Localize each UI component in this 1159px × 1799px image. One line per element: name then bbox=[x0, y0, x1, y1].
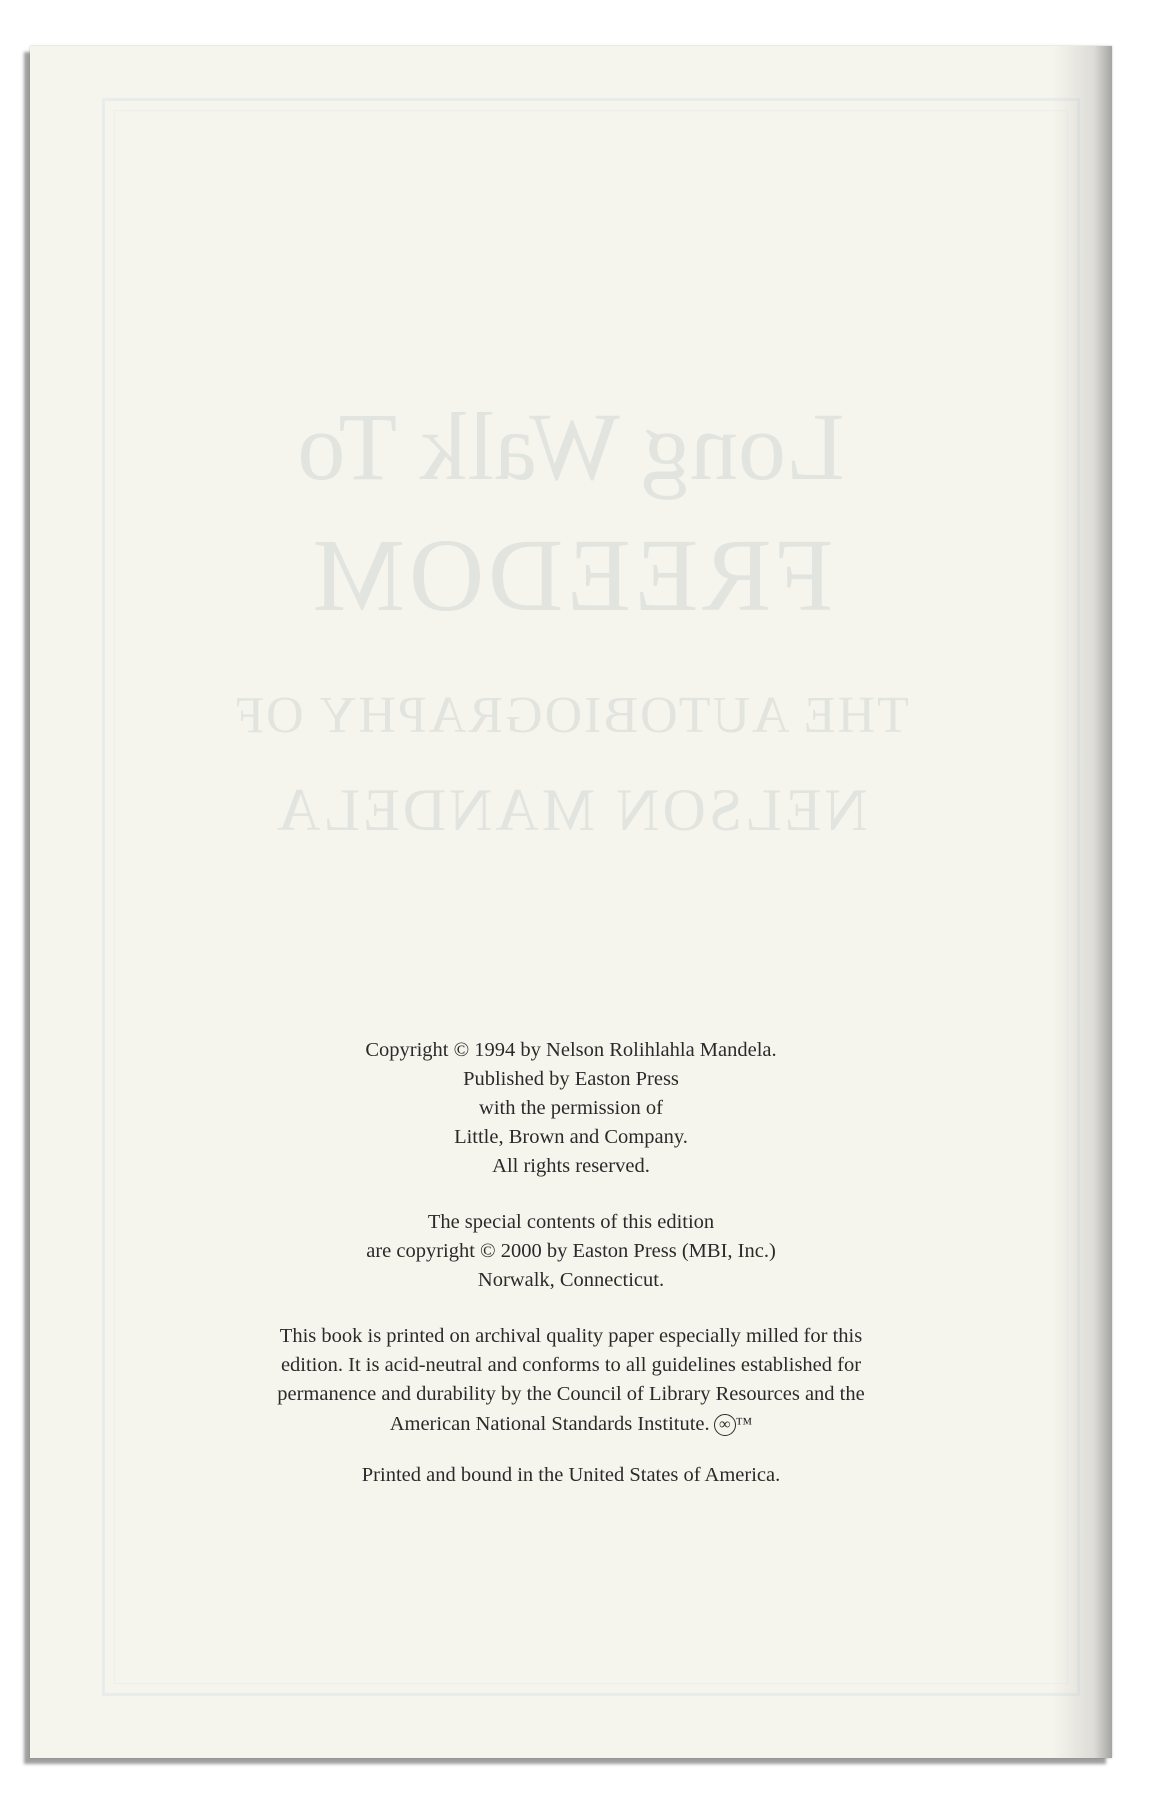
printing-notice bbox=[30, 1461, 1112, 1490]
copyright-line: All rights reserved. bbox=[492, 1155, 650, 1177]
page-gutter-shadow bbox=[1052, 46, 1112, 1758]
book-page bbox=[30, 46, 1112, 1758]
copyright-line: Little, Brown and Company. bbox=[454, 1126, 688, 1148]
trademark-symbol: ™ bbox=[735, 1414, 753, 1433]
paper-notice bbox=[30, 1322, 1112, 1439]
page-border-inner bbox=[114, 110, 1068, 1684]
paper-notice-line: American National Standards Institute. bbox=[389, 1413, 710, 1435]
paper-notice-line: This book is printed on archival quality paper especially milled for this bbox=[279, 1325, 863, 1347]
acid-free-mark bbox=[714, 1409, 753, 1438]
special-edition-notice bbox=[30, 1208, 1112, 1295]
paper-notice-last-line bbox=[30, 1409, 1112, 1439]
copyright-line: Copyright © 1994 by Nelson Rolihlahla Mandela. bbox=[365, 1039, 777, 1061]
copyright-notice bbox=[30, 1036, 1112, 1181]
special-edition-line: The special contents of this edition bbox=[427, 1211, 715, 1233]
special-edition-line: are copyright © 2000 by Easton Press (MBI, Inc.) bbox=[366, 1240, 776, 1262]
paper-notice-line: edition. It is acid-neutral and conforms to all guidelines established for bbox=[280, 1354, 862, 1376]
bleed-through-title-line-1: Long Walk To bbox=[297, 393, 845, 500]
special-edition-line: Norwalk, Connecticut. bbox=[477, 1269, 665, 1291]
bleed-through-subtitle-line-1: THE AUTOBIOGRAPHY OF bbox=[233, 687, 909, 744]
bleed-through-title-line-2: FREEDOM bbox=[308, 518, 834, 633]
copyright-line: with the permission of bbox=[479, 1097, 663, 1119]
bleed-through-subtitle-line-2: NELSON MANDELA bbox=[274, 777, 868, 843]
copyright-line: Published by Easton Press bbox=[463, 1068, 679, 1090]
printing-line: Printed and bound in the United States of America. bbox=[361, 1464, 781, 1486]
paper-notice-line: permanence and durability by the Council of Library Resources and the bbox=[277, 1383, 865, 1405]
infinity-circle-icon: ∞ bbox=[714, 1414, 736, 1436]
